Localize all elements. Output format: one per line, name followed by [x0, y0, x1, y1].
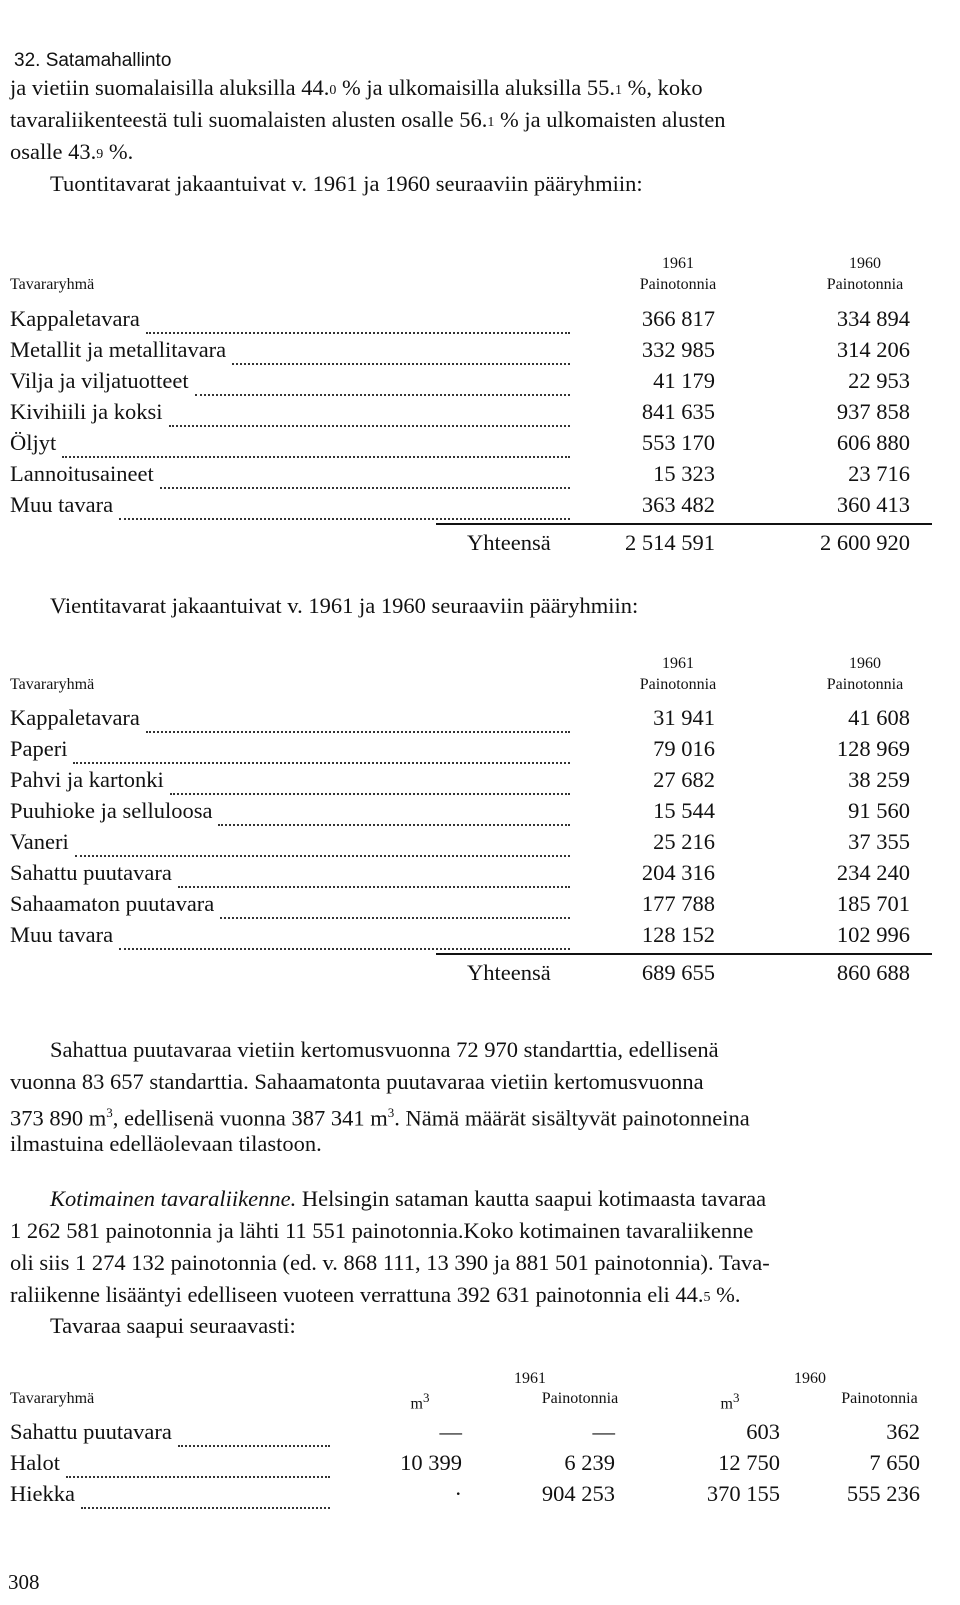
arrivals-row-leader — [81, 1481, 330, 1509]
domestic-line-3: oli siis 1 274 132 painotonnia (ed. v. 868 111, 13 390 ja 881 501 painotonnia). Tava- — [10, 1250, 770, 1275]
arrivals-row — [10, 1481, 940, 1511]
imports-row-leader — [169, 399, 570, 427]
imports-row-1961: 553 170 — [641, 430, 715, 455]
exports-row — [10, 798, 910, 828]
domestic-line-4: raliikenne lisääntyi edelliseen vuoteen verrattuna 392 631 painotonnia eli 44.5 %. — [10, 1282, 741, 1307]
exports-row-label: Pahvi ja kartonki — [10, 767, 164, 792]
imports-row — [10, 337, 910, 367]
exports-total-rule — [436, 953, 932, 955]
arrivals-group-header: Tavararyhmä — [10, 1390, 95, 1407]
imports-row — [10, 461, 910, 491]
exports-row-1960: 91 560 — [848, 798, 910, 823]
imports-row-leader — [119, 492, 570, 520]
exports-row-leader — [119, 922, 570, 950]
arrivals-m3-1961: $m^3$ — [410, 1390, 430, 1413]
exports-unit-1961: Painotonnia — [639, 676, 717, 693]
imports-unit-1961: Painotonnia — [639, 276, 717, 293]
lumber-line-2: vuonna 83 657 standarttia. Sahaamatonta puutavaraa vietiin kertomusvuonna — [10, 1069, 704, 1094]
domestic-line-1: Kotimainen tavaraliikenne. Helsingin sataman kautta saapui kotimaasta tavaraa — [50, 1186, 767, 1211]
imports-row-label: Vilja ja viljatuotteet — [10, 368, 189, 393]
exports-row-label: Muu tavara — [10, 922, 114, 947]
exports-row-1961: 31 941 — [653, 705, 715, 730]
section-header: 32. Satamahallinto — [14, 50, 172, 71]
exports-year-1961: 1961 — [662, 655, 694, 672]
imports-year-1961: 1961 — [662, 255, 694, 272]
exports-row-1960: 37 355 — [848, 829, 910, 854]
arrivals-unit-1960: Painotonnia — [841, 1390, 918, 1407]
arrivals-row-t1960: 362 — [886, 1419, 920, 1444]
exports-row-leader — [220, 891, 570, 919]
imports-row-leader — [195, 368, 570, 396]
imports-row — [10, 430, 910, 460]
exports-row — [10, 860, 910, 890]
arrivals-row-m3-1960: 12 750 — [718, 1450, 780, 1475]
exports-year-1960: 1960 — [849, 655, 881, 672]
exports-row-label: Kappaletavara — [10, 705, 140, 730]
domestic-line-2: 1 262 581 painotonnia ja lähti 11 551 painotonnia.Koko kotimainen tavaraliikenne — [10, 1218, 754, 1243]
lumber-line-3: 373 890 $m^3$, edellisenä vuonna 387 341 $m^3$. Nämä määrät sisältyvät painotonneina — [10, 1105, 750, 1131]
imports-total-rule — [436, 523, 932, 525]
exports-row-leader — [75, 829, 570, 857]
exports-total-label: Yhteensä — [467, 960, 551, 985]
imports-row-leader — [146, 306, 570, 334]
exports-total-1960: 860 688 — [836, 960, 910, 985]
page-number: 308 — [8, 1570, 40, 1594]
exports-row-leader — [178, 860, 570, 888]
imports-row-leader — [160, 461, 570, 489]
exports-row — [10, 736, 910, 766]
imports-row-1960: 22 953 — [848, 368, 910, 393]
lumber-line-1: Sahattua puutavaraa vietiin kertomusvuonna 72 970 standarttia, edellisenä — [50, 1037, 719, 1062]
exports-row-1960: 185 701 — [836, 891, 910, 916]
imports-row-1961: 363 482 — [641, 492, 715, 517]
arrivals-row-label: Sahattu puutavara — [10, 1419, 172, 1444]
imports-total-1960: 2 600 920 — [820, 530, 910, 555]
arrivals-row-t1961: — — [592, 1419, 615, 1444]
imports-row-label: Kappaletavara — [10, 306, 140, 331]
imports-row-1961: 332 985 — [641, 337, 715, 362]
imports-row-label: Metallit ja metallitavara — [10, 337, 227, 362]
arrivals-row-m3-1960: 603 — [746, 1419, 780, 1444]
intro-line-3: osalle 43.9 %. — [10, 139, 134, 164]
intro-line-4: Tuontitavarat jakaantuivat v. 1961 ja 1960 seuraaviin pääryhmiin: — [50, 171, 643, 196]
imports-total-1961: 2 514 591 — [625, 530, 715, 555]
imports-total-row — [10, 530, 910, 560]
arrivals-row-leader — [66, 1450, 330, 1478]
exports-row — [10, 891, 910, 921]
imports-row-label: Kivihiili ja koksi — [10, 399, 163, 424]
imports-row-1961: 15 323 — [653, 461, 715, 486]
exports-row — [10, 829, 910, 859]
imports-unit-1960: Painotonnia — [826, 276, 904, 293]
imports-row-1960: 606 880 — [836, 430, 910, 455]
imports-row — [10, 306, 910, 336]
arrivals-m3-1960: $m^3$ — [720, 1390, 740, 1413]
arrivals-row-t1960: 555 236 — [846, 1481, 920, 1506]
exports-row-1961: 204 316 — [641, 860, 715, 885]
imports-row-1961: 41 179 — [653, 368, 715, 393]
imports-row-1960: 360 413 — [836, 492, 910, 517]
exports-row-1960: 128 969 — [836, 736, 910, 761]
imports-row — [10, 368, 910, 398]
domestic-line-5: Tavaraa saapui seuraavasti: — [50, 1313, 296, 1338]
imports-group-header: Tavararyhmä — [10, 276, 95, 293]
intro-line-2: tavaraliikenteestä tuli suomalaisten alusten osalle 56.1 % ja ulkomaisten alusten — [10, 107, 726, 132]
exports-row-1960: 38 259 — [848, 767, 910, 792]
arrivals-row-m3-1961: · — [454, 1481, 462, 1506]
intro-line-1: ja vietiin suomalaisilla aluksilla 44.0 % ja ulkomaisilla aluksilla 55.1 %, koko — [10, 75, 703, 100]
imports-row-label: Öljyt — [10, 430, 57, 455]
arrivals-year-1961: 1961 — [514, 1370, 546, 1387]
exports-row-1961: 128 152 — [641, 922, 715, 947]
imports-row-1961: 366 817 — [641, 306, 715, 331]
exports-row-1961: 25 216 — [653, 829, 715, 854]
imports-row-leader — [62, 430, 570, 458]
imports-row-1960: 334 894 — [836, 306, 910, 331]
exports-row — [10, 922, 910, 952]
imports-row-label: Muu tavara — [10, 492, 114, 517]
arrivals-row-m3-1960: 370 155 — [706, 1481, 780, 1506]
arrivals-row-m3-1961: — — [439, 1419, 462, 1444]
domestic-heading: Kotimainen tavaraliikenne. — [50, 1186, 297, 1211]
arrivals-row-label: Hiekka — [10, 1481, 75, 1506]
exports-intro: Vientitavarat jakaantuivat v. 1961 ja 1960 seuraaviin pääryhmiin: — [50, 593, 639, 618]
exports-row-1961: 79 016 — [653, 736, 715, 761]
exports-row-1961: 27 682 — [653, 767, 715, 792]
imports-row-1960: 23 716 — [848, 461, 910, 486]
exports-row — [10, 767, 910, 797]
exports-row-label: Paperi — [10, 736, 68, 761]
arrivals-unit-1961: Painotonnia — [541, 1390, 619, 1407]
arrivals-row-t1961: 6 239 — [564, 1450, 615, 1475]
arrivals-row — [10, 1450, 940, 1480]
exports-row — [10, 705, 910, 735]
exports-row-1960: 41 608 — [848, 705, 910, 730]
exports-row-1960: 102 996 — [836, 922, 910, 947]
imports-row-leader — [232, 337, 570, 365]
lumber-line-4: ilmastuina edelläolevaan tilastoon. — [10, 1131, 322, 1156]
exports-row-label: Puuhioke ja selluloosa — [10, 798, 213, 823]
exports-row-1961: 177 788 — [641, 891, 715, 916]
exports-row-1961: 15 544 — [653, 798, 715, 823]
exports-row-leader — [146, 705, 570, 733]
arrivals-row-m3-1961: 10 399 — [400, 1450, 462, 1475]
imports-total-label: Yhteensä — [467, 530, 551, 555]
arrivals-year-1960: 1960 — [794, 1370, 826, 1387]
imports-row — [10, 399, 910, 429]
exports-row-leader — [73, 736, 570, 764]
exports-unit-1960: Painotonnia — [826, 676, 904, 693]
exports-row-label: Vaneri — [10, 829, 69, 854]
arrivals-row-t1961: 904 253 — [541, 1481, 615, 1506]
exports-total-1961: 689 655 — [641, 960, 715, 985]
exports-row-1960: 234 240 — [836, 860, 910, 885]
exports-row-leader — [218, 798, 570, 826]
imports-year-1960: 1960 — [849, 255, 881, 272]
exports-row-label: Sahattu puutavara — [10, 860, 172, 885]
arrivals-row — [10, 1419, 940, 1449]
imports-row-1961: 841 635 — [641, 399, 715, 424]
exports-row-leader — [170, 767, 570, 795]
arrivals-row-t1960: 7 650 — [869, 1450, 920, 1475]
exports-row-label: Sahaamaton puutavara — [10, 891, 215, 916]
arrivals-row-leader — [178, 1419, 330, 1447]
exports-total-row — [10, 960, 910, 990]
arrivals-row-label: Halot — [10, 1450, 60, 1475]
imports-row-label: Lannoitusaineet — [10, 461, 154, 486]
imports-row — [10, 492, 910, 522]
imports-row-1960: 314 206 — [836, 337, 910, 362]
exports-group-header: Tavararyhmä — [10, 676, 95, 693]
imports-row-1960: 937 858 — [836, 399, 910, 424]
